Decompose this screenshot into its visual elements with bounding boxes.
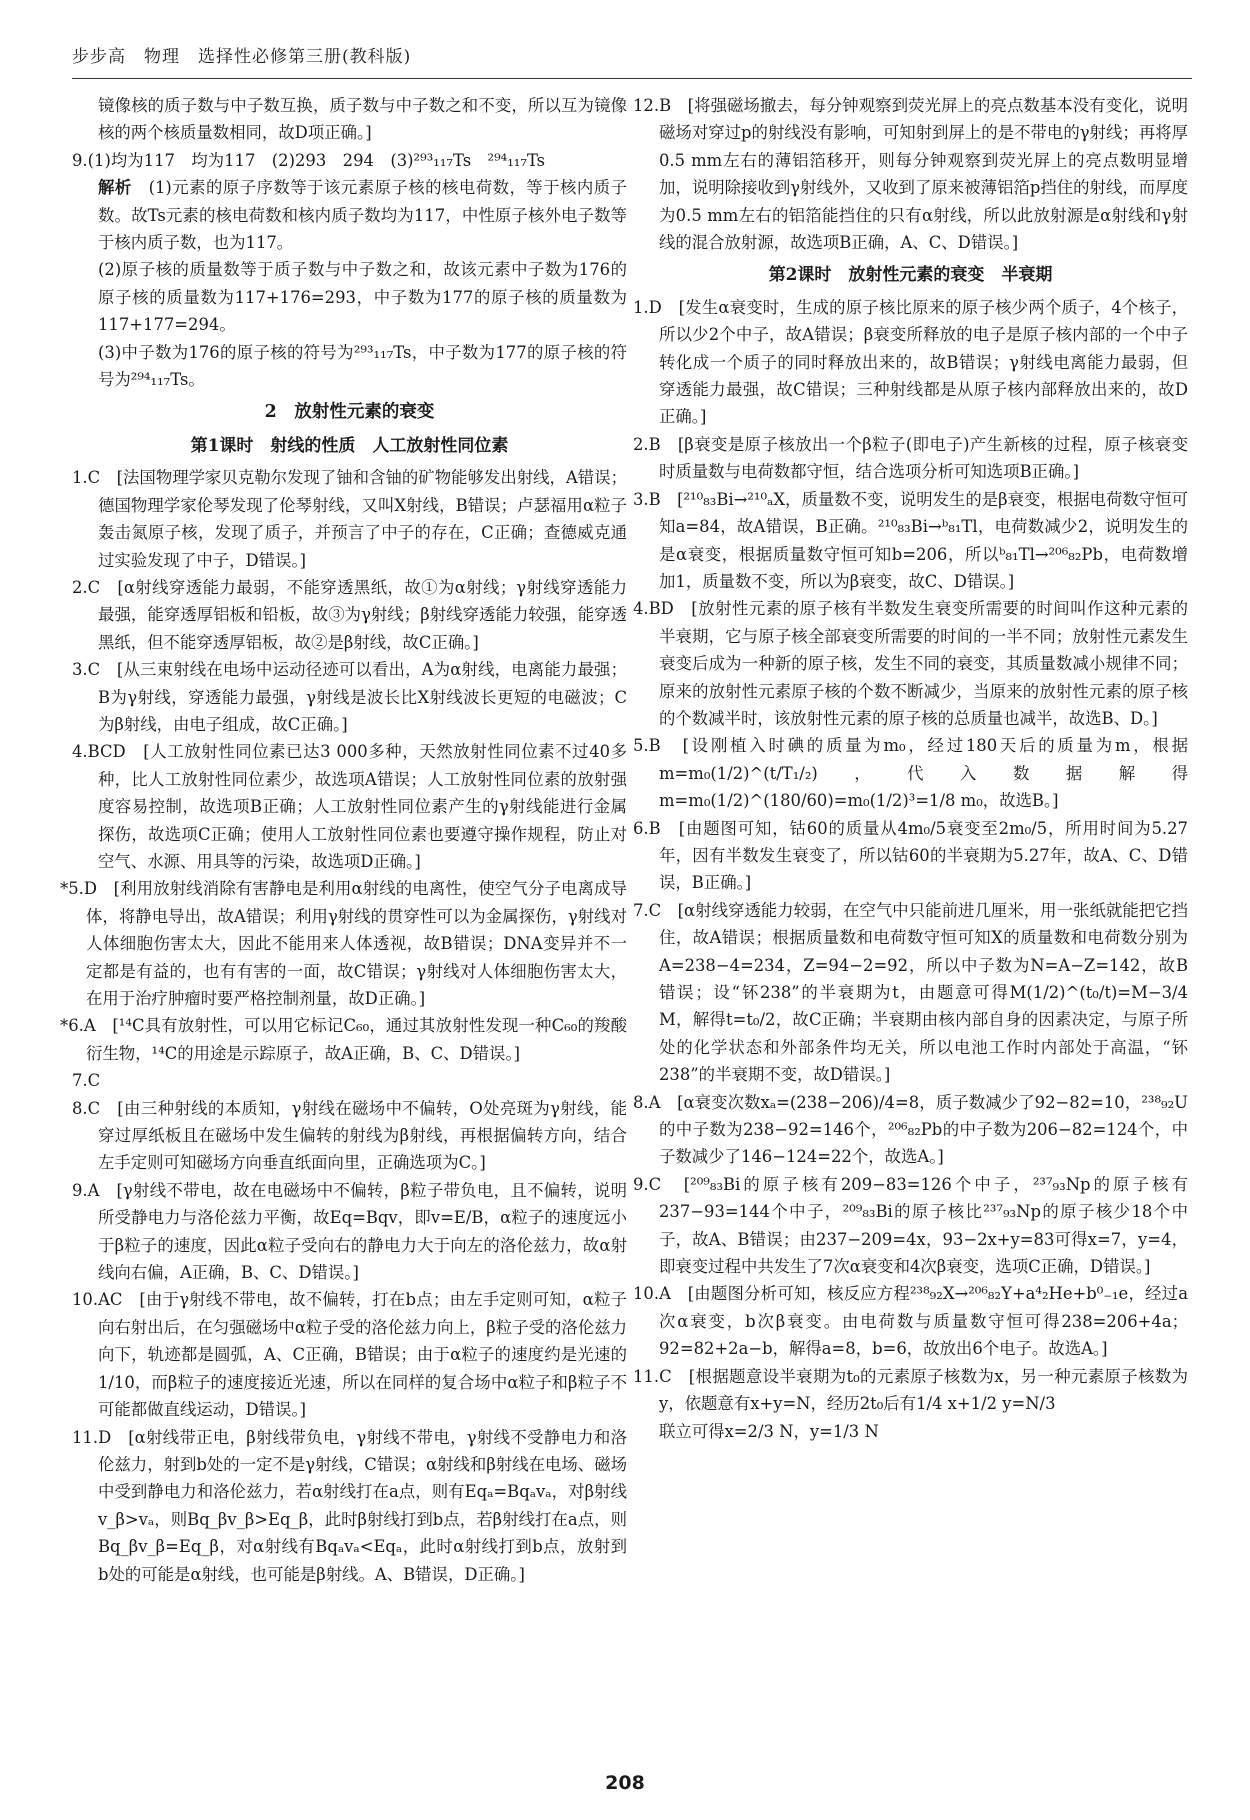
l2-answer-5: 5.B [设刚植入时碘的质量为m₀，经过180天后的质量为m，根据m=m₀(1/2)^(t/T₁/₂)，代入数据解得m=m₀(1/2)^(180/60)=m₀(1/2)³=1/8 m₀，故选B。] xyxy=(633,736,1188,811)
lesson-2-title: 第2课时 放射性元素的衰变 半衰期 xyxy=(768,265,1053,286)
header-rule xyxy=(72,78,1192,79)
running-header: 步步高 物理 选择性必修第三册(教科版) xyxy=(72,47,412,67)
analysis-9 xyxy=(72,174,627,256)
l1-answer-9: 9.A [γ射线不带电，故在电磁场中不偏转，β粒子带负电，且不偏转，说明所受静电力与洛伦兹力平衡，故Eq=Bqv，即v=E/B，α粒子的速度远小于β粒子的速度，因此α粒子受向右的静电力大于向左的洛伦兹力，故α射线向右偏，A正确，B、C、D错误。] xyxy=(72,1180,627,1283)
l2-answer-6: 6.B [由题图可知，钴60的质量从4m₀/5衰变至2m₀/5，所用时间为5.27年，因有半数发生衰变了，所以钴60的半衰期为5.27年，故A、C、D错误，B正确。] xyxy=(633,818,1188,893)
l2-answer-4: 4.BD [放射性元素的原子核有半数发生衰变所需要的时间叫作这种元素的半衰期，它与原子核全部衰变所需要的时间的一半不同；放射性元素发生衰变后成为一种新的原子核，发生不同的衰变，其质量数减小规律不同；原来的放射性元素原子核的个数不断减少，当原来的放射性元素的原子核的个数减半时，该放射性元素的原子核的总质量也减半，故选B、D。] xyxy=(633,599,1188,728)
left-column xyxy=(60,92,627,1588)
continued-paragraph: 镜像核的质子数与中子数互换，质子数与中子数之和不变，所以互为镜像核的两个核质量数相同，故D项正确。] xyxy=(98,96,627,143)
l1-answer-6: *6.A [¹⁴C具有放射性，可以用它标记C₆₀，通过其放射性发现一种C₆₀的羧酸衍生物，¹⁴C的用途是示踪原子，故A正确，B、C、D错误。] xyxy=(60,1016,627,1063)
l2-answer-10: 10.A [由题图分析可知，核反应方程²³⁸₉₂X→²⁰⁶₈₂Y+a⁴₂He+b⁰₋₁e，经过a次α衰变，b次β衰变。由电荷数与质量数守恒可得238=206+4a；92=82+2a−b，解得a=8，b=6，故放出6个电子。故选A。] xyxy=(633,1284,1188,1359)
l2-answer-1: 1.D [发生α衰变时，生成的原子核比原来的原子核少两个质子，4个核子，所以少2个中子，故A错误；β衰变所释放的电子是原子核内部的一个中子转化成一个质子的同时释放出来的，故B错误；γ射线电离能力最弱，但穿透能力最强，故C错误；三种射线都是从原子核内部释放出来的，故D正确。] xyxy=(633,297,1188,427)
analysis-9-part2: (2)原子核的质量数等于质子数与中子数之和，故该元素中子数为176的原子核的质量数为117+176=293，中子数为177的原子核的质量数为117+177=294。 xyxy=(98,260,627,335)
l1-answer-12: 12.B [将强磁场撤去，每分钟观察到荧光屏上的亮点数基本没有变化，说明磁场对穿过p的射线没有影响，可知射到屏上的是不带电的γ射线；再将厚0.5 mm左右的薄铝箔移开，则每分钟观察到荧光屏上的亮点数明显增加，说明除接收到γ射线外，又收到了原来被薄铝箔p挡住的射线，而厚度为0.5 mm左右的铝箔能挡住的只有α射线，所以此放射源是α射线和γ射线的混合放射源，故选项B正确，A、C、D错误。] xyxy=(633,96,1188,253)
l1-answer-5: *5.D [利用放射线消除有害静电是利用α射线的电离性，使空气分子电离成导体，将静电导出，故A错误；利用γ射线的贯穿性可以为金属探伤，γ射线对人体细胞伤害太大，因此不能用来人体透视，故B错误；DNA变异并不一定都是有益的，也有有害的一面，故C错误；γ射线对人体细胞伤害太大，在用于治疗肿瘤时要严格控制剂量，故D正确。] xyxy=(60,879,627,1008)
l2-answer-8: 8.A [α衰变次数xₐ=(238−206)/4=8，质子数减少了92−82=10，²³⁸₉₂U的中子数为238−92=146个，²⁰⁶₈₂Pb的中子数为206−82=124个，中子数减少了146−124=22个，故选A。] xyxy=(633,1092,1188,1167)
analysis-9-part3: (3)中子数为176的原子核的符号为²⁹³₁₁₇Ts，中子数为177的原子核的符号为²⁹⁴₁₁₇Ts。 xyxy=(98,342,627,390)
lesson-1-title: 第1课时 射线的性质 人工放射性同位素 xyxy=(190,435,509,456)
l2-answer-7: 7.C [α射线穿透能力较弱，在空气中只能前进几厘米，用一张纸就能把它挡住，故A错误；根据质量数和电荷数守恒可知X的质量数和电荷数分别为A=238−4=234，Z=94−2=92，所以中子数为N=A−Z=142，故B错误；设“钚238”的半衰期为t，由题意可得M(1/2)^(t₀/t)=M−3/4 M，解得t=t₀/2，故C正确；半衰期由核内部自身的因素决定，与原子所处的化学状态和外部条件均无关，所以电池工作时内部处于高温，“钚238”的半衰期不变，故D错误。] xyxy=(633,900,1188,1085)
section-title: 2 放射性元素的衰变 xyxy=(264,402,435,423)
l2-answer-3: 3.B [²¹⁰₈₃Bi→²¹⁰ₐX，质量数不变，说明发生的是β衰变，根据电荷数守恒可知a=84，故A错误，B正确。²¹⁰₈₃Bi→ᵇ₈₁Tl，电荷数减少2，说明发生的是α衰变，根据质量数守恒可知b=206，所以ᵇ₈₁Tl→²⁰⁶₈₂Pb，电荷数增加1，质量数不变，所以为β衰变，故C、D错误。] xyxy=(633,489,1188,591)
page-number: 208 xyxy=(605,1772,645,1794)
l2-answer-2: 2.B [β衰变是原子核放出一个β粒子(即电子)产生新核的过程，原子核衰变时质量数与电荷数都守恒，结合选项分析可知选项B正确。] xyxy=(633,434,1188,482)
l2-answer-11: 11.C [根据题意设半衰期为t₀的元素原子核数为x，另一种元素原子核数为y，依题意有x+y=N，经历2t₀后有1/4 x+1/2 y=N/3 xyxy=(633,1366,1188,1414)
l1-answer-7: 7.C xyxy=(72,1071,101,1091)
answer-9: 9.(1)均为117 均为117 (2)293 294 (3)²⁹³₁₁₇Ts ²⁹⁴₁₁₇Ts xyxy=(72,150,546,170)
right-column xyxy=(633,92,1188,1445)
l1-answer-10: 10.AC [由于γ射线不带电，故不偏转，打在b点；由左手定则可知，α粒子向右射出后，在匀强磁场中α粒子受的洛伦兹力向上，β粒子受的洛伦兹力向下，轨迹都是圆弧，A、C正确，B错误；由于α粒子的速度约是光速的1/10，而β粒子的速度接近光速，所以在同样的复合场中α粒子和β粒子不可能都做直线运动，D错误。] xyxy=(72,1290,627,1420)
l1-answer-4: 4.BCD [人工放射性同位素已达3 000多种，天然放射性同位素不过40多种，比人工放射性同位素少，故选项A错误；人工放射性同位素的放射强度容易控制，故选项B正确；人工放射性同位素产生的γ射线能进行金属探伤，故选项C正确；使用人工放射性同位素也要遵守操作规程，防止对空气、水源、用具等的污染，故选项D正确。] xyxy=(72,742,627,871)
analysis-label: 解析 xyxy=(98,178,132,198)
l1-answer-1: 1.C [法国物理学家贝克勒尔发现了铀和含铀的矿物能够发出射线，A错误；德国物理学家伦琴发现了伦琴射线，又叫X射线，B错误；卢瑟福用α粒子轰击氮原子核，发现了质子，并预言了中子的存在，C正确；查德威克通过实验发现了中子，D错误。] xyxy=(72,468,627,570)
l1-answer-11: 11.D [α射线带正电，β射线带负电，γ射线不带电，γ射线不受静电力和洛伦兹力，射到b处的一定不是γ射线，C错误；α射线和β射线在电场、磁场中受到静电力和洛伦兹力，若α射线打在a点，则有Eqₐ=Bqₐvₐ，对β射线v_β>vₐ，则Bq_βv_β>Eq_β，此时β射线打到b点，若β射线打在a点，则Bq_βv_β=Eq_β，对α射线有Bqₐvₐ<Eqₐ，此时α射线打到b点，放射到b处的可能是α射线，也可能是β射线。A、B错误，D正确。] xyxy=(72,1427,627,1584)
analysis-9-part1: (1)元素的原子序数等于该元素原子核的核电荷数，等于核内质子数。故Ts元素的核电荷数和核内质子数均为117，中性原子核外电子数等于核内质子数，也为117。 xyxy=(98,178,627,253)
l1-answer-3: 3.C [从三束射线在电场中运动径迹可以看出，A为α射线，电离能力最强；B为γ射线，穿透能力最强，γ射线是波长比X射线波长更短的电磁波；C为β射线，由电子组成，故C正确。] xyxy=(72,660,627,734)
l2-answer-11-tail: 联立可得x=2/3 N，y=1/3 N xyxy=(659,1421,879,1441)
l2-answer-9: 9.C [²⁰⁹₈₃Bi的原子核有209−83=126个中子，²³⁷₉₃Np的原子核有237−93=144个中子，²⁰⁹₈₃Bi的原子核比²³⁷₉₃Np的原子核少18个中子，故A、B错误；由237−209=4x，93−2x+y=83可得x=7，y=4，即衰变过程中共发生了7次α衰变和4次β衰变，选项C正确，D错误。] xyxy=(633,1174,1188,1277)
l1-answer-2: 2.C [α射线穿透能力最弱，不能穿透黑纸，故①为α射线；γ射线穿透能力最强，能穿透厚铝板和铅板，故③为γ射线；β射线穿透能力较强，能穿透黑纸，但不能穿透厚铝板，故②是β射线，故C正确。] xyxy=(72,577,627,652)
l1-answer-8: 8.C [由三种射线的本质知，γ射线在磁场中不偏转，O处亮斑为γ射线，能穿过厚纸板且在磁场中发生偏转的射线为β射线，再根据偏转方向，结合左手定则可知磁场方向垂直纸面向里，正确选项为C。] xyxy=(72,1098,627,1173)
